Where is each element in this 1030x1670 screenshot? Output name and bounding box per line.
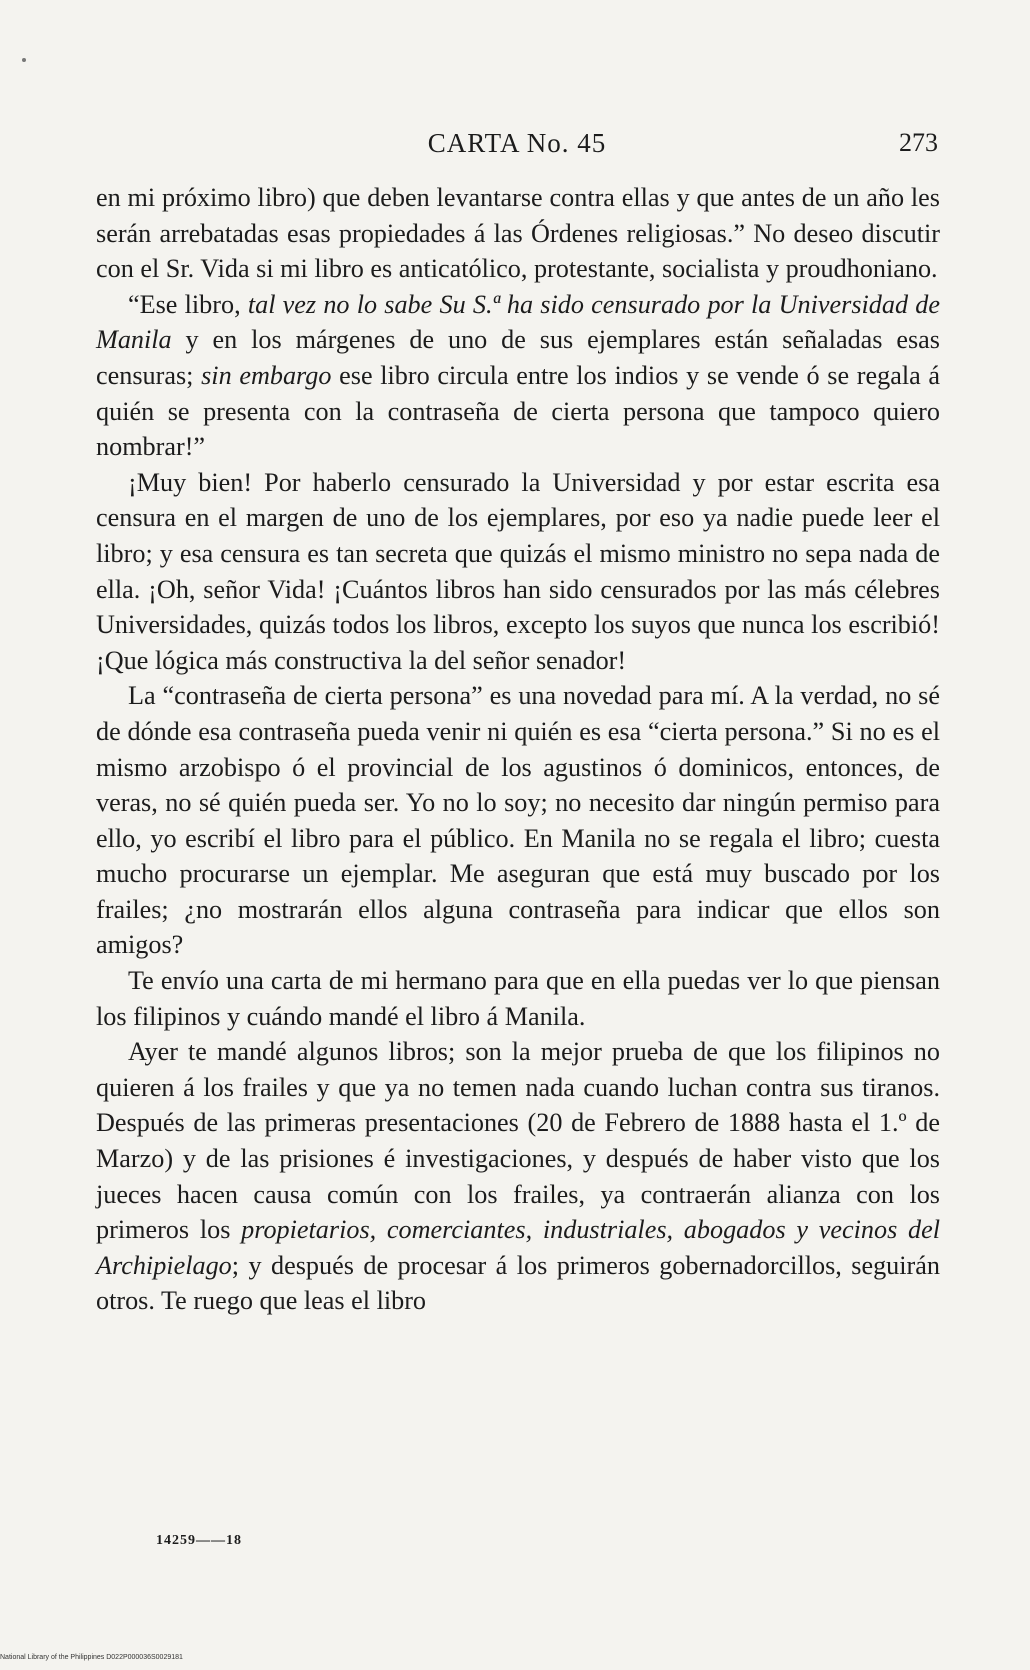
- paragraph: [96, 287, 940, 465]
- italic-text-segment: tal vez no lo sabe Su S.ª ha sido censurado por la Universidad de Manila: [96, 289, 940, 355]
- text-segment: ese libro circula entre los indios y se vende ó se regala á quién se presenta con la contraseña de cierta persona que tampoco quiero nombrar!”: [96, 360, 941, 462]
- text-segment: y en los márgenes de uno de sus ejemplares están señaladas esas censuras;: [96, 325, 940, 390]
- italic-text-segment: propietarios, comerciantes, industriales, abogados y vecinos del Archipielago: [96, 1215, 940, 1280]
- text-segment: ¡Muy bien! Por haberlo censurado la Universidad y por estar escrita esa censura en el margen de uno de los ejemplares, por eso ya nadie puede leer el libro; y esa censura es tan secreta que quizás el mismo ministro no sepa nada de ella. ¡Oh, señor Vida! ¡Cuántos libros han sido censurados por las más célebres Universidades, quizás todos los libros, excepto los suyos que nunca los escribió! ¡Que lógica más constructiva la del señor senador!: [96, 467, 940, 675]
- page-number: 273: [899, 128, 938, 157]
- paragraph: [96, 180, 940, 287]
- text-segment: ; y después de procesar á los primeros gobernadorcillos, seguirán otros. Te ruego que leas el libro: [96, 1250, 940, 1316]
- paragraph: [96, 963, 940, 1034]
- text-segment: La “contraseña de cierta persona” es una novedad para mí. A la verdad, no sé de dónde esa contraseña pueda venir ni quién es esa “cierta persona.” Si no es el mismo arzobispo ó el provincial de los agustinos ó dominicos, entonces, de veras, no sé quién pueda ser. Yo no lo soy; no necesito dar ningún permiso para ello, yo escribí el libro para el público. En Manila no se regala el libro; cuesta mucho procurarse un ejemplar. Me aseguran que está muy buscado por los frailes; ¿no mostrarán ellos alguna contraseña para indicar que ellos son amigos?: [96, 681, 940, 960]
- paragraph: [96, 678, 940, 963]
- text-segment: en mi próximo libro) que deben levantarse contra ellas y que antes de un año les serán arrebatadas esas propiedades á las Órdenes religiosas.” No deseo discutir con el Sr. Vida si mi libro es anticatólico, protestante, socialista y proudhoniano.: [96, 183, 940, 284]
- body-text: [96, 180, 940, 1319]
- running-title: CARTA No. 45: [427, 128, 607, 158]
- italic-text-segment: sin embargo: [201, 360, 332, 390]
- printer-signature-mark: 14259——18: [156, 1533, 242, 1548]
- paragraph: [96, 465, 940, 679]
- text-segment: “Ese libro,: [128, 289, 248, 319]
- library-footer: National Library of the Philippines D022P000036S0029181: [0, 1654, 183, 1661]
- text-segment: Te envío una carta de mi hermano para que en ella puedas ver lo que piensan los filipinos y cuándo mandé el libro á Manila.: [96, 966, 940, 1031]
- paragraph: [96, 1034, 940, 1319]
- stray-ink-dot: [22, 58, 26, 62]
- text-segment: Ayer te mandé algunos libros; son la mejor prueba de que los filipinos no quieren á los frailes y que ya no temen nada cuando luchan contra sus tiranos. Después de las primeras presentaciones (20 de Febrero de 1888 hasta el 1.º de Marzo) y de las prisiones é investigaciones, y después de haber visto que los jueces hacen causa común con los frailes, ya contraerán alianza con los primeros los: [96, 1037, 940, 1245]
- page-header: [96, 128, 938, 168]
